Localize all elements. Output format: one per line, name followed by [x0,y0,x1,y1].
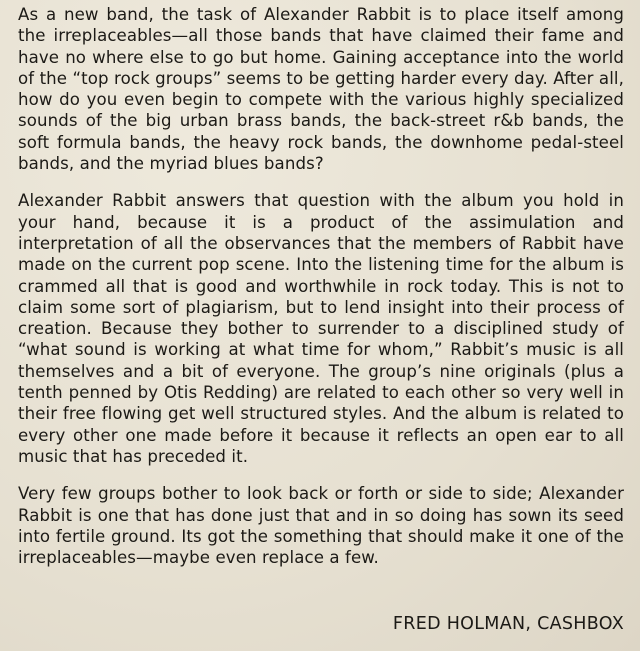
paragraph-3: Very few groups bother to look back or forth or side to side; Alexander Rabbit is one that has done just that and in so doing has sown its seed into fertile ground. Its got the something that should make it one of the irreplaceables—maybe even replace a few. [18,484,624,568]
paragraph-2: Alexander Rabbit answers that question with the album you hold in your hand, because it is a product of the assimulation and interpretation of all the observances that the members of Rabbit have made on the current pop scene. Into the listening time for the album is crammed all that is good and worthwhile in rock today. This is not to claim some sort of plagiarism, but to lend insight into their process of creation. Because they bother to surrender to a disciplined study of “what sound is working at what time for whom,” Rabbit’s music is all themselves and a bit of everyone. The group’s nine originals (plus a tenth penned by Otis Redding) are related to each other so very well in their free flowing get well structured styles. And the album is related to every other one made before it because it reflects an open ear to all music that has preceded it. [18,191,624,466]
paragraph-1: As a new band, the task of Alexander Rabbit is to place itself among the irreplaceables—all those bands that have claimed their fame and have no where else to go but home. Gaining acceptance into the world of the “top rock groups” seems to be getting harder every day. After all, how do you even begin to compete with the various highly specialized sounds of the big urban brass bands, the back-street r&b bands, the soft formula bands, the heavy rock bands, the downhome pedal-steel bands, and the myriad blues bands? [18,5,624,174]
author-signature: FRED HOLMAN, CASHBOX [392,614,624,634]
liner-notes-text [18,4,624,584]
